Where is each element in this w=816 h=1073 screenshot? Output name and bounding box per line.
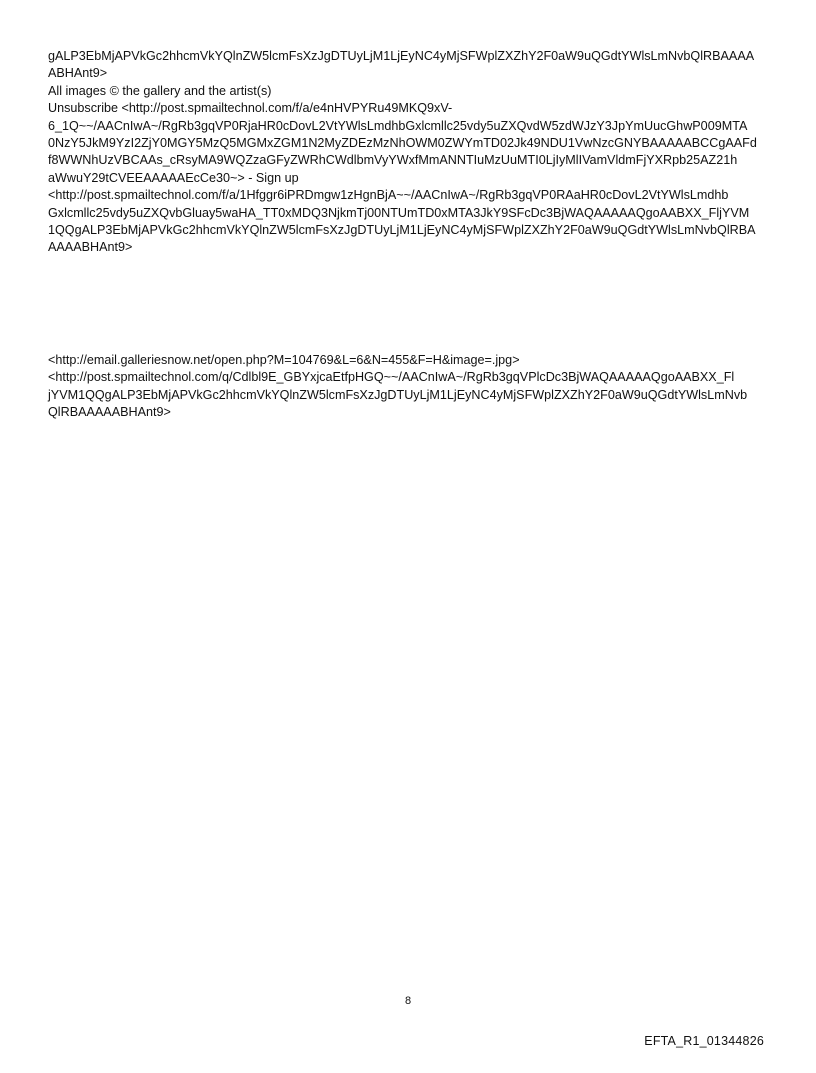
sign-up-link[interactable]: AAAABHAnt9> — [48, 240, 133, 255]
email-footer-links-block — [48, 48, 772, 257]
text-line: gALP3EbMjAPVkGc2hhcmVkYQlnZW5lcmFsXzJgDTUyLjM1LjEyNC4yMjSFWplZXZhY2F0aW9uQGdtYWlsLmNvbQlRBAAAA — [48, 49, 755, 63]
sign-up-link[interactable]: Gxlcmllc25vdy5uZXQvbGluay5waHA_TT0xMDQ3NjkmTj00NTUmTD0xMTA3JkY9SFcDc3BjWAQAAAAAQgoAABXX_FljYVM — [48, 205, 750, 220]
tracking-link[interactable]: QlRBAAAAABHAnt9> — [48, 405, 171, 420]
unsubscribe-link[interactable]: f8WWNhUzVBCAAs_cRsyMA9WQZzaGFyZWRhCWdlbmVyYWxfMmANNTIuMzUuMTI0LjIyMlIVamVldmFjYXRpb25AZ21h — [48, 153, 738, 168]
unsubscribe-link[interactable]: 0NzY5JkM9YzI2ZjY0MGY5MzQ5MGMxZGM1N2MyZDEzMzNhOWM0ZWYmTD02Jk49NDU1VwNzcGNYBAAAAABCCgAAFd — [48, 136, 757, 151]
sign-up-link[interactable]: aWwuY29tCVEEAAAAAEcCe30~> - Sign up — [48, 170, 299, 185]
sign-up-link[interactable]: 1QQgALP3EbMjAPVkGc2hhcmVkYQlnZW5lcmFsXzJgDTUyLjM1LjEyNC4yMjSFWplZXZhY2F0aW9uQGdtYWlsLmNvbQlRBA — [48, 223, 756, 238]
sign-up-link[interactable]: <http://post.spmailtechnol.com/f/a/1Hfggr6iPRDmgw1zHgnBjA~~/AACnIwA~/RgRb3gqVP0RAaHR0cDovL2VtYWlsLmdhb — [48, 188, 729, 203]
document-id: EFTA_R1_01344826 — [644, 1034, 764, 1048]
unsubscribe-link[interactable]: Unsubscribe <http://post.spmailtechnol.com/f/a/e4nHVPYRu49MKQ9xV- — [48, 101, 453, 116]
tracking-link[interactable]: <http://post.spmailtechnol.com/q/Cdlbl9E_GBYxjcaEtfpHGQ~~/AACnIwA~/RgRb3gqVPlcDc3BjWAQAAAAAQgoAABXX_Fl — [48, 370, 735, 385]
text-line: ABHAnt9> — [48, 66, 108, 81]
tracking-links-block — [48, 352, 772, 422]
copyright-line: All images © the gallery and the artist(s) — [48, 83, 272, 98]
page-number: 8 — [404, 995, 412, 1007]
unsubscribe-link[interactable]: 6_1Q~~/AACnIwA~/RgRb3gqVP0RjaHR0cDovL2VtYWlsLmdhbGxlcmllc25vdy5uZXQvdW5zdWJzY3JpYmUucGhwP009MTA — [48, 118, 748, 133]
tracking-link[interactable]: jYVM1QQgALP3EbMjAPVkGc2hhcmVkYQlnZW5lcmFsXzJgDTUyLjM1LjEyNC4yMjSFWplZXZhY2F0aW9uQGdtYWlsLmNvb — [48, 387, 748, 402]
open-tracking-link[interactable]: <http://email.galleriesnow.net/open.php?M=104769&L=6&N=455&F=H&image=.jpg> — [48, 353, 520, 367]
